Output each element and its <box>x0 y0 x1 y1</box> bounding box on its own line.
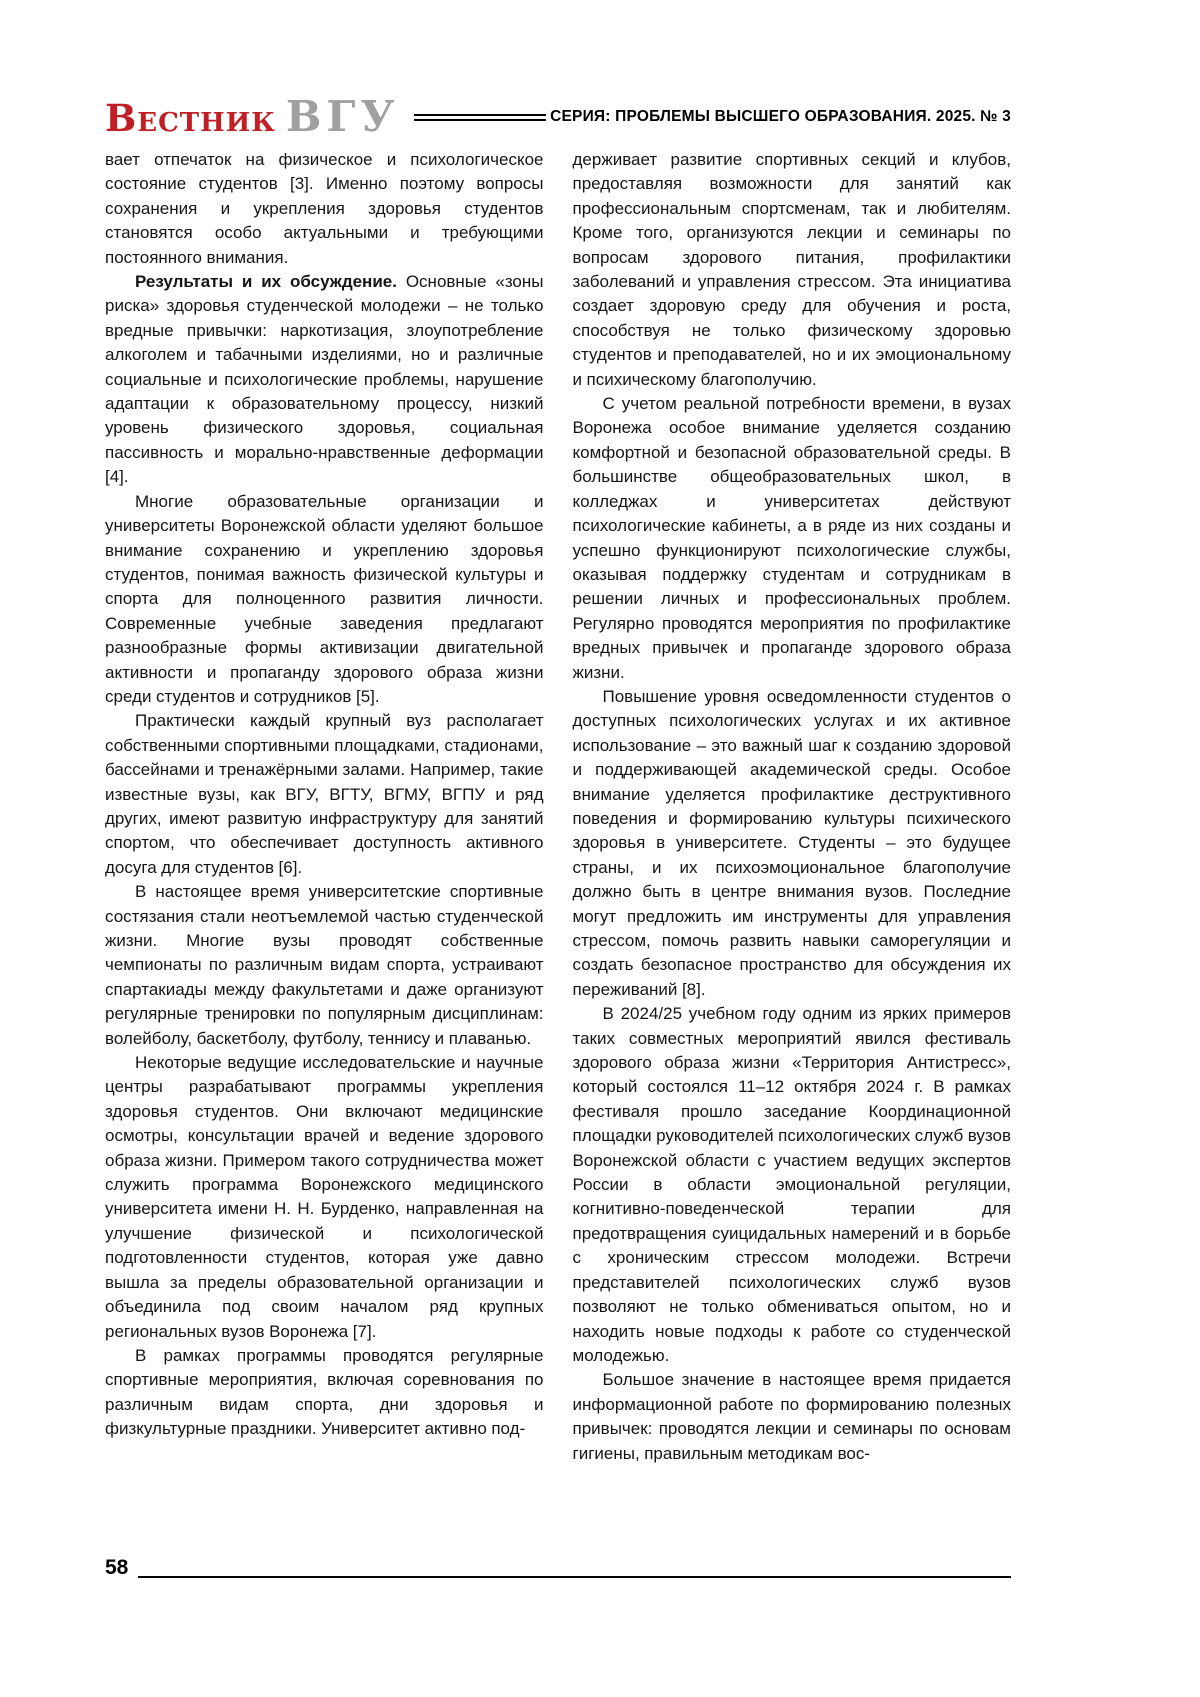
page-footer <box>105 1556 1011 1580</box>
journal-logo <box>105 92 400 141</box>
journal-logo-word: Вестник <box>105 96 276 140</box>
article-body <box>105 148 1011 1466</box>
paragraph: держивает развитие спортивных секций и клубов, предоставляя возможности для занятий как профессиональным спортсменам, так и любителям. Кроме того, организуются лекции и семинары по вопросам здорового питания, профилактики заболеваний и управления стрессом. Эта инициатива создает здоровую среду для обучения и роста, способствуя не только физическому здоровью студентов и преподавателей, но и их эмоциональному и психическому благополучию. <box>572 150 1011 389</box>
paragraph: Практически каждый крупный вуз располагает собственными спортивными площадками, стадионами, бассейнами и тренажёрными залами. Например, такие известные вузы, как ВГУ, ВГТУ, ВГМУ, ВГПУ и ряд других, имеют развитую инфраструктуру для занятий спортом, что обеспечивает доступность активного досуга для студентов [6]. <box>105 711 544 877</box>
journal-logo-abbr: ВГУ <box>285 92 400 141</box>
paragraph: вает отпечаток на физическое и психологическое состояние студентов [3]. Именно поэтому вопросы сохранения и укрепления здоровья студентов становятся особо актуальными и требующими постоянного внимания. <box>105 150 544 267</box>
paragraph: В 2024/25 учебном году одним из ярких примеров таких совместных мероприятий явился фестиваль здорового образа жизни «Территория Антистресс», который состоялся 11–12 октября 2024 г. В рамках фестиваля прошло заседание Координационной площадки руководителей психологических служб вузов Воронежской области с участием ведущих экспертов России в области эмоциональной регуляции, когнитивно-поведенческой терапии для предотвращения суицидальных намерений и в борьбе с хроническим стрессом молодежи. Встречи представителей психологических служб вузов позволяют не только обмениваться опытом, но и находить новые подходы к работе со студенческой молодежью. <box>572 1004 1011 1365</box>
paragraph: Большое значение в настоящее время придается информационной работе по формированию полезных привычек: проводятся лекции и семинары по основам гигиены, правильным методикам вос- <box>572 1370 1011 1463</box>
right-column <box>573 148 1012 1466</box>
page-number: 58 <box>105 1556 129 1579</box>
paragraph: Многие образовательные организации и университеты Воронежской области уделяют большое внимание сохранению и укреплению здоровья студентов, понимая важность физической культуры и спорта для полноценного развития личности. Современные учебные заведения предлагают разнообразные формы активизации двигательной активности и пропаганду здорового образа жизни среди студентов и сотрудников [5]. <box>105 491 544 706</box>
left-column <box>105 148 544 1466</box>
paragraph-bold-lead: Результаты и их обсуждение. <box>135 272 406 292</box>
paragraph: В настоящее время университетские спортивные состязания стали неотъемлемой частью студенческой жизни. Многие вузы проводят собственные чемпионаты по различным видам спорта, устраивают спартакиады между факультетами и даже организуют регулярные тренировки по популярным дисциплинам: волейболу, баскетболу, футболу, теннису и плаванью. <box>105 882 544 1048</box>
paragraph: В рамках программы проводятся регулярные спортивные мероприятия, включая соревнования по различным видам спорта, дни здоровья и физкультурные праздники. Университет активно под- <box>105 1345 544 1439</box>
header-double-rule <box>414 114 547 121</box>
series-title: СЕРИЯ: ПРОБЛЕМЫ ВЫСШЕГО ОБРАЗОВАНИЯ. 2025. № 3 <box>550 108 1011 125</box>
journal-header <box>105 92 1011 141</box>
paragraph: С учетом реальной потребности времени, в вузах Воронежа особое внимание уделяется созданию комфортной и безопасной образовательной среды. В большинстве общеобразовательных школ, в колледжах и университетах действуют психологические кабинеты, а в ряде из них созданы и успешно функционируют психологические службы, оказывая поддержку студентам и сотрудникам в решении личных и профессиональных проблем. Регулярно проводятся мероприятия по профилактике вредных привычек и пропаганде здорового образа жизни. <box>572 394 1011 682</box>
page-content <box>105 92 1011 1463</box>
paragraph: Повышение уровня осведомленности студентов о доступных психологических услугах и их активное использование – это важный шаг к созданию здоровой и поддерживающей академической среды. Особое внимание уделяется профилактике деструктивного поведения и формированию культуры психического здоровья в университете. Студенты – это будущее страны, и их психоэмоциональное благополучие должно быть в центре внимания вузов. Последние могут предложить им инструменты для управления стрессом, помочь развить навыки саморегуляции и создать безопасное пространство для обсуждения их переживаний [8]. <box>572 686 1011 999</box>
footer-rule <box>138 1576 1011 1578</box>
paragraph: Результаты и их обсуждение. Основные «зоны риска» здоровья студенческой молодежи – не только вредные привычки: наркотизация, злоупотребление алкоголем и табачными изделиями, но и различные социальные и психологические проблемы, нарушение адаптации к образовательному процессу, низкий уровень физического здоровья, социальная пассивность и морально-нравственные деформации [4]. <box>105 272 544 487</box>
paragraph: Некоторые ведущие исследовательские и научные центры разрабатывают программы укрепления здоровья студентов. Они включают медицинские осмотры, консультации врачей и ведение здорового образа жизни. Примером такого сотрудничества может служить программа Воронежского медицинского университета имени Н. Н. Бурденко, направленная на улучшение физической и психологической подготовленности студентов, которая уже давно вышла за пределы образовательной организации и объединила под своим началом ряд крупных региональных вузов Воронежа [7]. <box>105 1053 544 1341</box>
